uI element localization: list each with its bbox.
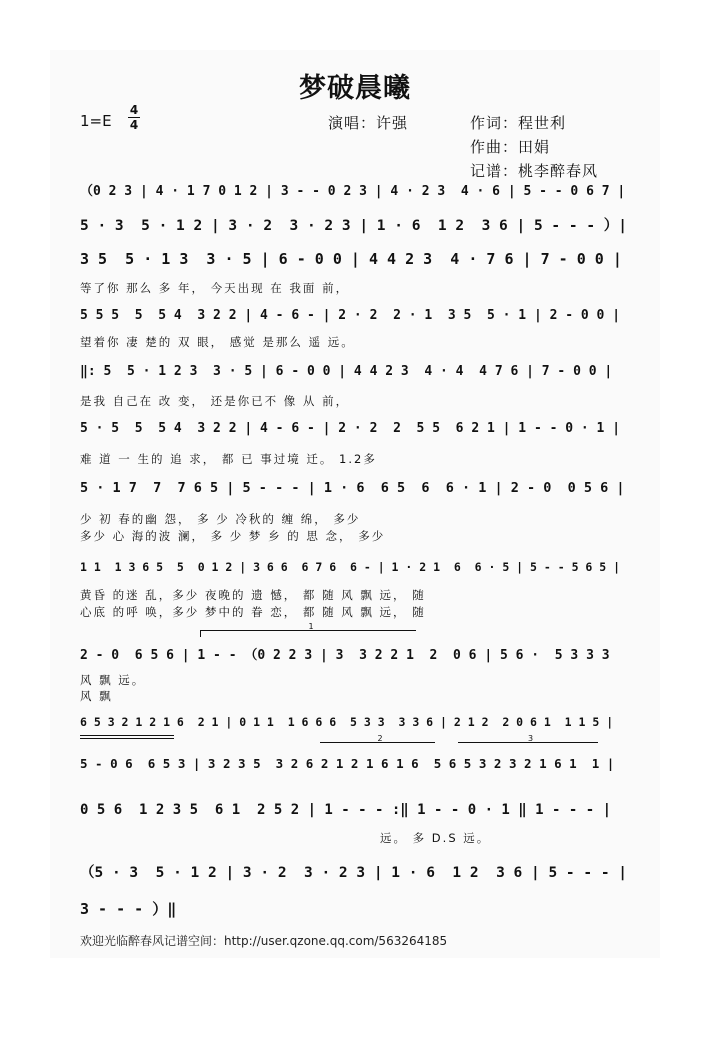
notation-line-7: 5 · 1 7 7 7 6 5 | 5 - - - | 1 · 6 6 5 6 6 · 1 | 2 - 0 0 5 6 |	[80, 480, 625, 496]
volta-bracket-1	[200, 622, 416, 637]
time-signature-bottom: 4	[129, 118, 139, 132]
song-title: 梦破晨曦	[299, 73, 411, 104]
notation-line-3: 3 5 5 · 1 3 3 · 5 | 6 - 0 0 | 4 4 2 3 4 · 7 6 | 7 - 0 0 |	[80, 250, 622, 268]
lyric-line-7: 黄昏 的迷 乱，多少 夜晚的 遗 憾， 都 随 风 飘 远， 随	[80, 588, 426, 602]
notation-line-5: ‖: 5 5 · 1 2 3 3 · 5 | 6 - 0 0 | 4 4 2 3 4 · 4 4 7 6 | 7 - 0 0 |	[80, 364, 613, 379]
transcriber-credit: 记谱：桃李醉春风	[470, 162, 599, 180]
notation-line-9: 2 - 0 6 5 6 | 1 - - （0 2 2 3 | 3 3 2 2 1 2 0 6 | 5 6 · 5 3 3 3	[80, 648, 610, 663]
tuplet-bracket-2	[320, 734, 435, 749]
singer-credit: 演唱：许强	[328, 114, 409, 132]
notation-line-13: （5 · 3 5 · 1 2 | 3 · 2 3 · 2 3 | 1 · 6 1 2 3 6 | 5 - - - |	[80, 865, 628, 881]
footer-credit: 欢迎光临醉春风记谱空间：http://user.qzone.qq.com/563264185	[80, 934, 448, 948]
notation-line-11: 5 - 0 6 6 5 3 | 3 2 3 5 3 2 6 2 1 2 1 6 1 6 5 6 5 3 2 3 2 1 6 1 1 |	[80, 756, 615, 771]
notation-line-6: 5 · 5 5 5 4 3 2 2 | 4 - 6 - | 2 · 2 2 5 5 6 2 1 | 1 - - 0 · 1 |	[80, 421, 621, 436]
tuplet-bracket-3	[458, 734, 598, 749]
lyric-line-9: 风 飘 远。	[80, 673, 146, 687]
notation-line-1: （0 2 3 | 4 · 1 7 0 1 2 | 3 - - 0 2 3 | 4 · 2 3 4 · 6 | 5 - - 0 6 7 |	[80, 184, 626, 199]
volta-label-1: 1	[308, 622, 314, 631]
lyric-line-11: 远。 多 D.S 远。	[380, 831, 491, 845]
underline-mark	[80, 738, 174, 739]
time-signature	[128, 104, 140, 131]
lyric-line-3: 是我 自己在 改 变， 还是你已不 像 从 前，	[80, 394, 350, 408]
tuplet-label-3: 3	[528, 734, 534, 743]
lyric-line-4: 难 道 一 生的 追 求， 都 已 事过境 迁。 1.2多	[80, 452, 377, 466]
key-signature: 1=E	[80, 112, 112, 130]
tuplet-label-2: 2	[377, 734, 383, 743]
notation-line-10: 6 5 3 2 1 2 1 6 2 1 | 0 1 1 1 6 6 6 5 3 3 3 3 6 | 2 1 2 2 0 6 1 1 1 5 |	[80, 715, 614, 729]
lyric-line-8: 心底 的呼 唤，多少 梦中的 眷 恋， 都 随 风 飘 远， 随	[80, 605, 426, 619]
lyric-line-5: 少 初 春的幽 怨， 多 少 冷秋的 缠 绵， 多少	[80, 512, 361, 526]
underline-mark	[80, 735, 174, 736]
composer-credit: 作曲：田娟	[470, 138, 551, 156]
lyric-line-10: 风 飘	[80, 689, 113, 703]
notation-line-8: 1 1 1 3 6 5 5 0 1 2 | 3 6 6 6 7 6 6 - | 1 · 2 1 6 6 · 5 | 5 - - 5 6 5 |	[80, 560, 621, 574]
time-signature-top: 4	[129, 103, 139, 117]
notation-line-12: 0 5 6 1 2 3 5 6 1 2 5 2 | 1 - - - :‖ 1 - - 0 · 1 ‖ 1 - - - |	[80, 802, 612, 818]
notation-line-14: 3 - - - ）‖	[80, 900, 177, 918]
lyric-line-2: 望着你 凄 楚的 双 眼， 感觉 是那么 遥 远。	[80, 335, 355, 349]
lyric-line-6: 多少 心 海的波 澜， 多 少 梦 乡 的 思 念， 多少	[80, 529, 386, 543]
lyricist-credit: 作词：程世利	[470, 114, 567, 132]
notation-line-4: 5 5 5 5 5 4 3 2 2 | 4 - 6 - | 2 · 2 2 · 1 3 5 5 · 1 | 2 - 0 0 |	[80, 308, 621, 323]
notation-line-2: 5 · 3 5 · 1 2 | 3 · 2 3 · 2 3 | 1 · 6 1 2 3 6 | 5 - - - ）|	[80, 218, 628, 234]
lyric-line-1: 等了你 那么 多 年， 今天出现 在 我面 前，	[80, 281, 350, 295]
